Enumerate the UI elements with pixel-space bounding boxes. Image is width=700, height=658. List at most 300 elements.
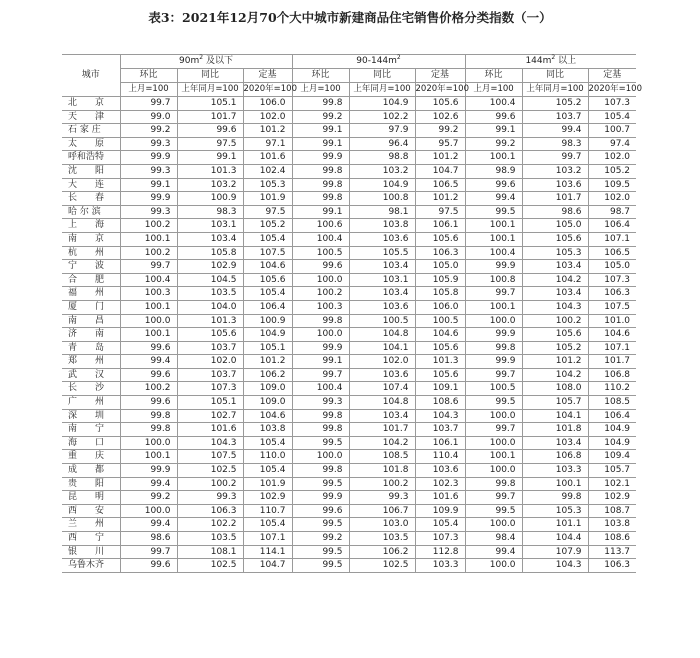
value-cell: 99.4 <box>465 545 522 559</box>
value-cell: 106.5 <box>415 178 465 192</box>
value-cell: 102.0 <box>588 192 636 206</box>
table-row <box>62 219 636 233</box>
value-cell: 102.0 <box>243 110 292 124</box>
value-cell: 99.2 <box>415 124 465 138</box>
value-cell: 101.7 <box>588 355 636 369</box>
value-cell: 96.4 <box>349 137 415 151</box>
value-cell: 105.0 <box>415 260 465 274</box>
value-cell: 103.6 <box>349 232 415 246</box>
value-cell: 110.0 <box>243 450 292 464</box>
value-cell: 106.2 <box>243 368 292 382</box>
value-cell: 99.6 <box>465 178 522 192</box>
city-cell: 武 汉 <box>62 368 120 382</box>
value-cell: 101.7 <box>177 110 243 124</box>
city-cell: 广 州 <box>62 396 120 410</box>
sub-header-cell: 同比 <box>522 69 588 83</box>
value-cell: 100.5 <box>349 314 415 328</box>
value-cell: 103.4 <box>349 287 415 301</box>
value-cell: 100.2 <box>120 382 177 396</box>
value-cell: 102.2 <box>177 518 243 532</box>
value-cell: 100.0 <box>120 436 177 450</box>
value-cell: 104.5 <box>177 273 243 287</box>
table-row <box>62 450 636 464</box>
city-cell: 长 春 <box>62 192 120 206</box>
city-cell: 西 宁 <box>62 532 120 546</box>
value-cell: 104.2 <box>522 368 588 382</box>
value-cell: 100.1 <box>465 300 522 314</box>
value-cell: 105.6 <box>415 97 465 111</box>
value-cell: 109.1 <box>415 382 465 396</box>
value-cell: 105.1 <box>177 97 243 111</box>
value-cell: 101.2 <box>243 124 292 138</box>
table-row <box>62 409 636 423</box>
value-cell: 97.1 <box>243 137 292 151</box>
city-cell: 福 州 <box>62 287 120 301</box>
sub-header-cell: 定基 <box>243 69 292 83</box>
table-row <box>62 396 636 410</box>
value-cell: 100.0 <box>465 436 522 450</box>
value-cell: 99.3 <box>177 491 243 505</box>
value-cell: 102.0 <box>177 355 243 369</box>
value-cell: 106.1 <box>415 219 465 233</box>
value-cell: 104.9 <box>588 436 636 450</box>
value-cell: 99.1 <box>465 124 522 138</box>
value-cell: 99.9 <box>120 151 177 165</box>
value-cell: 97.5 <box>415 205 465 219</box>
sub-header-cell: 环比 <box>465 69 522 83</box>
value-cell: 99.3 <box>120 205 177 219</box>
value-cell: 104.7 <box>243 559 292 573</box>
value-cell: 100.1 <box>120 300 177 314</box>
table-row <box>62 314 636 328</box>
value-cell: 103.6 <box>349 300 415 314</box>
value-cell: 97.5 <box>177 137 243 151</box>
value-cell: 103.6 <box>349 368 415 382</box>
value-cell: 110.2 <box>588 382 636 396</box>
city-cell: 西 安 <box>62 504 120 518</box>
value-cell: 100.3 <box>292 300 349 314</box>
value-cell: 105.4 <box>243 464 292 478</box>
value-cell: 99.9 <box>465 355 522 369</box>
value-cell: 99.9 <box>120 192 177 206</box>
value-cell: 101.2 <box>243 355 292 369</box>
value-cell: 113.7 <box>588 545 636 559</box>
value-cell: 101.7 <box>349 423 415 437</box>
value-cell: 104.0 <box>177 300 243 314</box>
value-cell: 106.4 <box>243 300 292 314</box>
city-cell: 南 宁 <box>62 423 120 437</box>
value-cell: 112.8 <box>415 545 465 559</box>
city-cell: 呼和浩特 <box>62 151 120 165</box>
base-header-cell: 2020年=100 <box>588 83 636 97</box>
sub-header-cell: 同比 <box>349 69 415 83</box>
value-cell: 99.4 <box>465 192 522 206</box>
base-header-cell: 上年同月=100 <box>177 83 243 97</box>
value-cell: 101.2 <box>415 192 465 206</box>
city-cell: 天 津 <box>62 110 120 124</box>
value-cell: 99.7 <box>465 287 522 301</box>
value-cell: 103.6 <box>415 464 465 478</box>
table-row <box>62 368 636 382</box>
value-cell: 101.6 <box>415 491 465 505</box>
value-cell: 99.9 <box>120 464 177 478</box>
value-cell: 103.4 <box>349 260 415 274</box>
value-cell: 99.0 <box>120 110 177 124</box>
value-cell: 105.8 <box>177 246 243 260</box>
value-cell: 102.2 <box>349 110 415 124</box>
value-cell: 106.2 <box>349 545 415 559</box>
value-cell: 99.7 <box>465 368 522 382</box>
value-cell: 100.0 <box>120 314 177 328</box>
value-cell: 104.6 <box>588 328 636 342</box>
value-cell: 104.6 <box>243 260 292 274</box>
value-cell: 103.4 <box>522 287 588 301</box>
value-cell: 99.8 <box>292 314 349 328</box>
value-cell: 105.9 <box>415 273 465 287</box>
value-cell: 99.8 <box>292 192 349 206</box>
value-cell: 99.6 <box>120 559 177 573</box>
value-cell: 108.7 <box>588 504 636 518</box>
value-cell: 100.2 <box>120 219 177 233</box>
value-cell: 105.7 <box>588 464 636 478</box>
value-cell: 100.6 <box>292 219 349 233</box>
value-cell: 97.5 <box>243 205 292 219</box>
table-title: 表3：2021年12月70个大中城市新建商品住宅销售价格分类指数（一） <box>148 10 552 25</box>
value-cell: 95.7 <box>415 137 465 151</box>
value-cell: 99.2 <box>292 532 349 546</box>
value-cell: 103.4 <box>522 260 588 274</box>
value-cell: 99.9 <box>292 151 349 165</box>
value-cell: 100.1 <box>465 219 522 233</box>
value-cell: 102.4 <box>243 164 292 178</box>
table-row <box>62 355 636 369</box>
value-cell: 100.5 <box>415 314 465 328</box>
city-cell: 昆 明 <box>62 491 120 505</box>
value-cell: 99.8 <box>292 409 349 423</box>
table-row <box>62 246 636 260</box>
value-cell: 103.4 <box>349 409 415 423</box>
value-cell: 106.3 <box>415 246 465 260</box>
city-cell: 宁 波 <box>62 260 120 274</box>
table-row <box>62 97 636 111</box>
city-cell: 上 海 <box>62 219 120 233</box>
city-cell: 成 都 <box>62 464 120 478</box>
value-cell: 108.1 <box>177 545 243 559</box>
value-cell: 99.4 <box>120 355 177 369</box>
city-cell: 银 川 <box>62 545 120 559</box>
value-cell: 107.3 <box>177 382 243 396</box>
value-cell: 105.1 <box>177 396 243 410</box>
value-cell: 99.8 <box>292 423 349 437</box>
value-cell: 105.0 <box>522 219 588 233</box>
city-cell: 乌鲁木齐 <box>62 559 120 573</box>
value-cell: 98.3 <box>177 205 243 219</box>
value-cell: 103.1 <box>177 219 243 233</box>
value-cell: 99.3 <box>292 396 349 410</box>
value-cell: 102.0 <box>349 355 415 369</box>
value-cell: 104.9 <box>349 97 415 111</box>
table-row <box>62 110 636 124</box>
value-cell: 102.9 <box>243 491 292 505</box>
value-cell: 104.1 <box>349 341 415 355</box>
sub-header-cell: 同比 <box>177 69 243 83</box>
value-cell: 101.1 <box>522 518 588 532</box>
value-cell: 105.8 <box>415 287 465 301</box>
value-cell: 99.1 <box>292 137 349 151</box>
value-cell: 100.0 <box>465 559 522 573</box>
value-cell: 106.0 <box>415 300 465 314</box>
value-cell: 103.8 <box>349 219 415 233</box>
city-cell: 贵 阳 <box>62 477 120 491</box>
value-cell: 99.2 <box>120 124 177 138</box>
sub-header-cell: 定基 <box>415 69 465 83</box>
city-cell: 北 京 <box>62 97 120 111</box>
city-cell: 海 口 <box>62 436 120 450</box>
value-cell: 109.0 <box>243 396 292 410</box>
base-header-cell: 上月=100 <box>120 83 177 97</box>
value-cell: 104.7 <box>415 164 465 178</box>
value-cell: 110.4 <box>415 450 465 464</box>
value-cell: 106.8 <box>588 368 636 382</box>
base-header-cell: 上年同月=100 <box>522 83 588 97</box>
value-cell: 105.7 <box>522 396 588 410</box>
value-cell: 99.2 <box>292 110 349 124</box>
value-cell: 101.0 <box>588 314 636 328</box>
value-cell: 99.1 <box>292 355 349 369</box>
value-cell: 100.8 <box>465 273 522 287</box>
sub-header-row <box>62 69 636 83</box>
value-cell: 104.8 <box>349 396 415 410</box>
city-cell: 郑 州 <box>62 355 120 369</box>
value-cell: 105.2 <box>243 219 292 233</box>
value-cell: 99.1 <box>177 151 243 165</box>
sub-header-cell: 定基 <box>588 69 636 83</box>
value-cell: 100.4 <box>465 246 522 260</box>
value-cell: 100.0 <box>465 409 522 423</box>
value-cell: 99.8 <box>292 464 349 478</box>
value-cell: 103.3 <box>415 559 465 573</box>
value-cell: 105.6 <box>177 328 243 342</box>
value-cell: 105.4 <box>243 287 292 301</box>
value-cell: 98.7 <box>588 205 636 219</box>
table-row <box>62 464 636 478</box>
base-header-cell: 2020年=100 <box>415 83 465 97</box>
table-row <box>62 192 636 206</box>
city-column-header: 城市 <box>62 55 120 97</box>
value-cell: 99.5 <box>292 477 349 491</box>
value-cell: 99.5 <box>465 396 522 410</box>
value-cell: 102.9 <box>177 260 243 274</box>
value-cell: 104.4 <box>522 532 588 546</box>
table-row <box>62 260 636 274</box>
value-cell: 105.2 <box>522 341 588 355</box>
value-cell: 108.0 <box>522 382 588 396</box>
city-cell: 兰 州 <box>62 518 120 532</box>
value-cell: 99.9 <box>465 328 522 342</box>
value-cell: 103.7 <box>177 341 243 355</box>
value-cell: 100.1 <box>120 328 177 342</box>
city-cell: 济 南 <box>62 328 120 342</box>
value-cell: 97.9 <box>349 124 415 138</box>
value-cell: 100.5 <box>292 246 349 260</box>
value-cell: 102.1 <box>588 477 636 491</box>
value-cell: 103.8 <box>588 518 636 532</box>
value-cell: 99.7 <box>465 423 522 437</box>
value-cell: 102.5 <box>177 559 243 573</box>
table-row <box>62 205 636 219</box>
table-row <box>62 137 636 151</box>
city-cell: 青 岛 <box>62 341 120 355</box>
value-cell: 99.7 <box>120 545 177 559</box>
value-cell: 100.0 <box>465 518 522 532</box>
value-cell: 98.1 <box>349 205 415 219</box>
value-cell: 105.4 <box>243 232 292 246</box>
value-cell: 105.4 <box>588 110 636 124</box>
value-cell: 97.4 <box>588 137 636 151</box>
value-cell: 101.6 <box>243 151 292 165</box>
value-cell: 99.6 <box>177 124 243 138</box>
value-cell: 100.9 <box>243 314 292 328</box>
value-cell: 104.2 <box>349 436 415 450</box>
table-row <box>62 287 636 301</box>
value-cell: 107.4 <box>349 382 415 396</box>
value-cell: 99.1 <box>120 178 177 192</box>
table-row <box>62 504 636 518</box>
value-cell: 99.5 <box>292 545 349 559</box>
value-cell: 109.0 <box>243 382 292 396</box>
value-cell: 103.4 <box>177 232 243 246</box>
city-cell: 南 昌 <box>62 314 120 328</box>
value-cell: 103.4 <box>522 436 588 450</box>
value-cell: 99.1 <box>292 124 349 138</box>
value-cell: 100.4 <box>465 97 522 111</box>
value-cell: 102.5 <box>177 464 243 478</box>
value-cell: 105.6 <box>522 328 588 342</box>
value-cell: 100.2 <box>177 477 243 491</box>
value-cell: 99.4 <box>120 518 177 532</box>
value-cell: 99.2 <box>465 137 522 151</box>
value-cell: 104.3 <box>522 559 588 573</box>
value-cell: 98.4 <box>465 532 522 546</box>
value-cell: 104.6 <box>243 409 292 423</box>
value-cell: 104.2 <box>522 273 588 287</box>
value-cell: 100.8 <box>349 192 415 206</box>
value-cell: 99.6 <box>120 341 177 355</box>
value-cell: 107.3 <box>588 97 636 111</box>
value-cell: 100.1 <box>120 450 177 464</box>
value-cell: 101.7 <box>522 192 588 206</box>
value-cell: 99.7 <box>120 97 177 111</box>
value-cell: 98.6 <box>120 532 177 546</box>
value-cell: 103.3 <box>522 464 588 478</box>
value-cell: 106.7 <box>349 504 415 518</box>
table-row <box>62 559 636 573</box>
base-header-row <box>62 83 636 97</box>
value-cell: 99.6 <box>292 260 349 274</box>
value-cell: 107.9 <box>522 545 588 559</box>
value-cell: 100.1 <box>522 477 588 491</box>
value-cell: 99.6 <box>120 396 177 410</box>
value-cell: 99.7 <box>522 151 588 165</box>
value-cell: 102.9 <box>588 491 636 505</box>
value-cell: 99.7 <box>120 260 177 274</box>
value-cell: 105.0 <box>588 260 636 274</box>
value-cell: 106.3 <box>177 504 243 518</box>
table-row <box>62 232 636 246</box>
value-cell: 100.4 <box>120 273 177 287</box>
value-cell: 99.9 <box>465 260 522 274</box>
value-cell: 106.4 <box>588 409 636 423</box>
table-row <box>62 532 636 546</box>
base-header-cell: 2020年=100 <box>243 83 292 97</box>
value-cell: 114.1 <box>243 545 292 559</box>
city-cell: 沈 阳 <box>62 164 120 178</box>
value-cell: 105.6 <box>415 341 465 355</box>
value-cell: 105.6 <box>415 232 465 246</box>
value-cell: 101.3 <box>177 164 243 178</box>
value-cell: 99.8 <box>465 341 522 355</box>
value-cell: 99.8 <box>292 164 349 178</box>
value-cell: 107.1 <box>588 232 636 246</box>
value-cell: 103.5 <box>177 287 243 301</box>
value-cell: 100.1 <box>120 232 177 246</box>
table-row <box>62 124 636 138</box>
value-cell: 105.4 <box>243 436 292 450</box>
value-cell: 105.6 <box>522 232 588 246</box>
value-cell: 98.9 <box>465 164 522 178</box>
table-row <box>62 178 636 192</box>
value-cell: 106.1 <box>415 436 465 450</box>
value-cell: 99.8 <box>292 178 349 192</box>
value-cell: 100.9 <box>177 192 243 206</box>
value-cell: 105.6 <box>415 368 465 382</box>
value-cell: 101.8 <box>349 464 415 478</box>
value-cell: 106.3 <box>588 559 636 573</box>
value-cell: 109.4 <box>588 450 636 464</box>
city-cell: 南 京 <box>62 232 120 246</box>
table-row <box>62 423 636 437</box>
value-cell: 99.3 <box>120 164 177 178</box>
value-cell: 107.1 <box>243 532 292 546</box>
table-row <box>62 341 636 355</box>
value-cell: 99.6 <box>120 368 177 382</box>
value-cell: 108.5 <box>588 396 636 410</box>
value-cell: 106.0 <box>243 97 292 111</box>
value-cell: 100.0 <box>292 328 349 342</box>
value-cell: 103.5 <box>349 532 415 546</box>
value-cell: 103.7 <box>177 368 243 382</box>
value-cell: 100.3 <box>120 287 177 301</box>
table-row <box>62 328 636 342</box>
value-cell: 99.3 <box>349 491 415 505</box>
value-cell: 99.9 <box>292 491 349 505</box>
value-cell: 99.3 <box>120 137 177 151</box>
value-cell: 99.5 <box>292 559 349 573</box>
value-cell: 98.3 <box>522 137 588 151</box>
value-cell: 103.5 <box>177 532 243 546</box>
value-cell: 100.0 <box>120 504 177 518</box>
table-body <box>62 97 636 573</box>
value-cell: 99.5 <box>292 436 349 450</box>
value-cell: 106.5 <box>588 246 636 260</box>
table-row <box>62 164 636 178</box>
price-index-table <box>62 54 642 573</box>
value-cell: 99.8 <box>292 97 349 111</box>
value-cell: 103.7 <box>522 110 588 124</box>
value-cell: 108.6 <box>415 396 465 410</box>
value-cell: 104.3 <box>522 300 588 314</box>
value-cell: 107.3 <box>415 532 465 546</box>
